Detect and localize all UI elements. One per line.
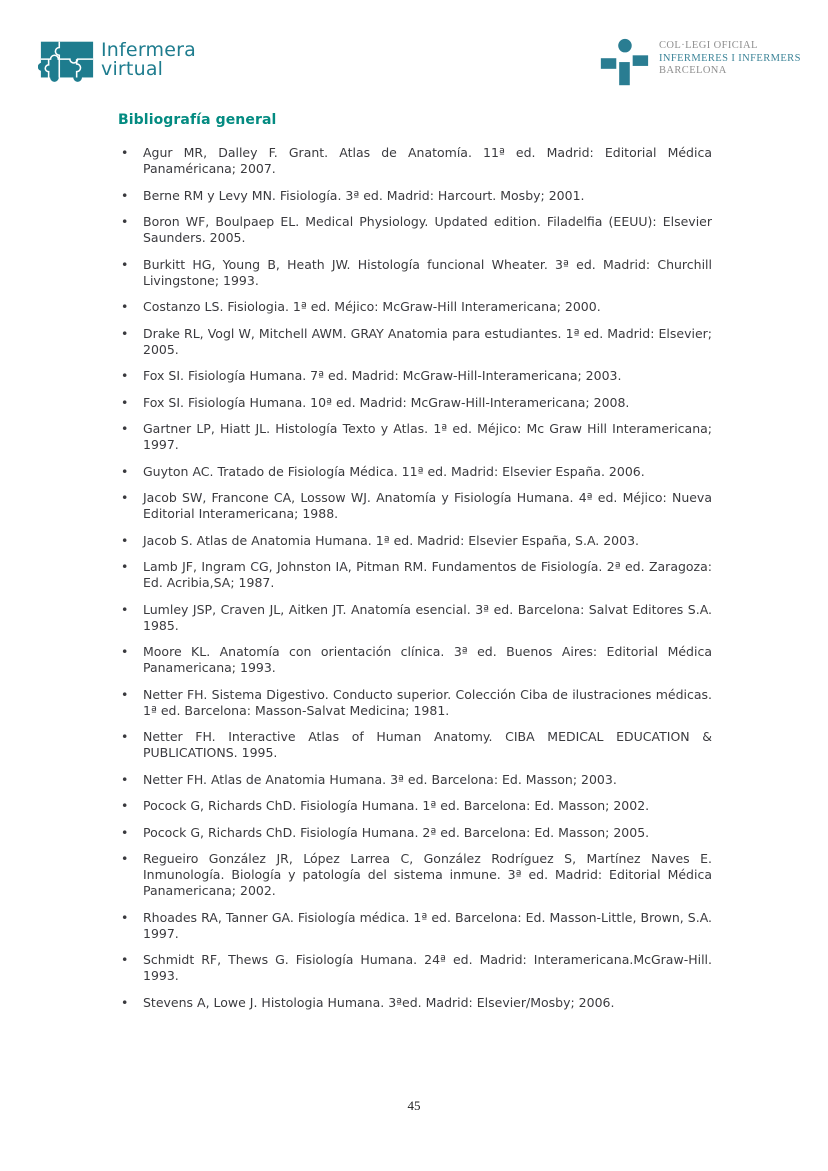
reference-item (118, 687, 712, 719)
reference-item (118, 952, 712, 984)
reference-item (118, 490, 712, 522)
reference-text: Moore KL. Anatomía con orientación clínica. 3ª ed. Buenos Aires: Editorial Médica Panamericana; 1993. (143, 644, 712, 675)
puzzle-logo-icon (38, 40, 96, 88)
reference-item (118, 851, 712, 899)
wordmark-line1: Infermera (101, 39, 196, 61)
reference-item (118, 214, 712, 246)
main-content (118, 112, 712, 1021)
reference-text: Berne RM y Levy MN. Fisiología. 3ª ed. Madrid: Harcourt. Mosby; 2001. (143, 187, 585, 203)
reference-text: Jacob S. Atlas de Anatomia Humana. 1ª ed. Madrid: Elsevier España, S.A. 2003. (143, 532, 640, 548)
coib-logo (598, 37, 801, 95)
reference-text: Costanzo LS. Fisiologia. 1ª ed. Méjico: McGraw-Hill Interamericana; 2000. (143, 299, 601, 314)
wordmark-line2: virtual (101, 58, 164, 80)
reference-text: Rhoades RA, Tanner GA. Fisiología médica. 1ª ed. Barcelona: Ed. Masson-Little, Brown, S.A. 1997. (143, 909, 712, 941)
reference-item (118, 772, 712, 788)
reference-text: Agur MR, Dalley F. Grant. Atlas de Anatomía. 11ª ed. Madrid: Editorial Médica Panaméricana; 2007. (143, 145, 712, 176)
reference-text: Pocock G, Richards ChD. Fisiología Humana. 2ª ed. Barcelona: Ed. Masson; 2005. (143, 824, 650, 840)
reference-item (118, 910, 712, 942)
reference-text: Guyton AC. Tratado de Fisiología Médica. 11ª ed. Madrid: Elsevier España. 2006. (143, 463, 645, 479)
page-title: Bibliografía general (118, 112, 277, 128)
reference-item (118, 729, 712, 761)
infermera-virtual-wordmark (101, 41, 196, 79)
reference-text: Stevens A, Lowe J. Histologia Humana. 3ªed. Madrid: Elsevier/Mosby; 2006. (143, 994, 615, 1010)
coib-line1: COL·LEGI OFICIAL (659, 40, 758, 51)
reference-item (118, 299, 712, 315)
reference-text: Schmidt RF, Thews G. Fisiología Humana. 24ª ed. Madrid: Interamericana.McGraw-Hill. 1993. (143, 952, 712, 983)
infermera-virtual-logo (38, 40, 196, 88)
reference-item (118, 644, 712, 676)
reference-item (118, 798, 712, 814)
coib-cross-icon (598, 37, 650, 95)
reference-text: Lumley JSP, Craven JL, Aitken JT. Anatomía esencial. 3ª ed. Barcelona: Salvat Editores S.A. 1985. (143, 601, 712, 633)
reference-item (118, 559, 712, 591)
coib-line2: INFERMERES I INFERMERS (659, 52, 801, 64)
coib-wordmark (659, 40, 801, 78)
page-number: 45 (407, 1098, 421, 1113)
reference-text: Regueiro González JR, López Larrea C, González Rodríguez S, Martínez Naves E. Inmunología. Biología y patología del sistema inmune. 3ª ed. Madrid: Editorial Médica Panamericana; 2002. (143, 851, 712, 898)
reference-text: Netter FH. Atlas de Anatomia Humana. 3ª ed. Barcelona: Ed. Masson; 2003. (143, 771, 617, 787)
reference-item (118, 825, 712, 841)
reference-text: Fox SI. Fisiología Humana. 7ª ed. Madrid: McGraw-Hill-Interamericana; 2003. (143, 368, 622, 383)
reference-item (118, 145, 712, 177)
reference-item (118, 464, 712, 480)
reference-text: Gartner LP, Hiatt JL. Histología Texto y Atlas. 1ª ed. Méjico: Mc Graw Hill Interamericana; 1997. (143, 421, 712, 452)
reference-item (118, 995, 712, 1011)
reference-text: Burkitt HG, Young B, Heath JW. Histología funcional Wheater. 3ª ed. Madrid: Churchill Livingstone; 1993. (143, 256, 712, 288)
reference-list (118, 145, 712, 1011)
reference-text: Pocock G, Richards ChD. Fisiología Humana. 1ª ed. Barcelona: Ed. Masson; 2002. (143, 798, 650, 813)
reference-text: Netter FH. Interactive Atlas of Human Anatomy. CIBA MEDICAL EDUCATION & PUBLICATIONS. 1995. (143, 729, 712, 760)
reference-item (118, 326, 712, 358)
reference-text: Jacob SW, Francone CA, Lossow WJ. Anatomía y Fisiología Humana. 4ª ed. Méjico: Nueva Editorial Interamericana; 1988. (143, 490, 712, 521)
reference-text: Netter FH. Sistema Digestivo. Conducto superior. Colección Ciba de ilustraciones médicas. 1ª ed. Barcelona: Masson-Salvat Medicina; 1981. (143, 686, 712, 718)
reference-item (118, 395, 712, 411)
reference-item (118, 368, 712, 384)
reference-item (118, 257, 712, 289)
reference-text: Boron WF, Boulpaep EL. Medical Physiology. Updated edition. Filadelfia (EEUU): Elsevier Saunders. 2005. (143, 214, 712, 245)
reference-item (118, 188, 712, 204)
reference-text: Fox SI. Fisiología Humana. 10ª ed. Madrid: McGraw-Hill-Interamericana; 2008. (143, 394, 630, 410)
reference-item (118, 421, 712, 453)
reference-text: Drake RL, Vogl W, Mitchell AWM. GRAY Anatomia para estudiantes. 1ª ed. Madrid: Elsevier; 2005. (143, 325, 712, 357)
reference-item (118, 602, 712, 634)
reference-item (118, 533, 712, 549)
coib-line3: BARCELONA (659, 65, 727, 76)
reference-text: Lamb JF, Ingram CG, Johnston IA, Pitman RM. Fundamentos de Fisiología. 2ª ed. Zaragoza: Ed. Acribia,SA; 1987. (143, 559, 712, 590)
